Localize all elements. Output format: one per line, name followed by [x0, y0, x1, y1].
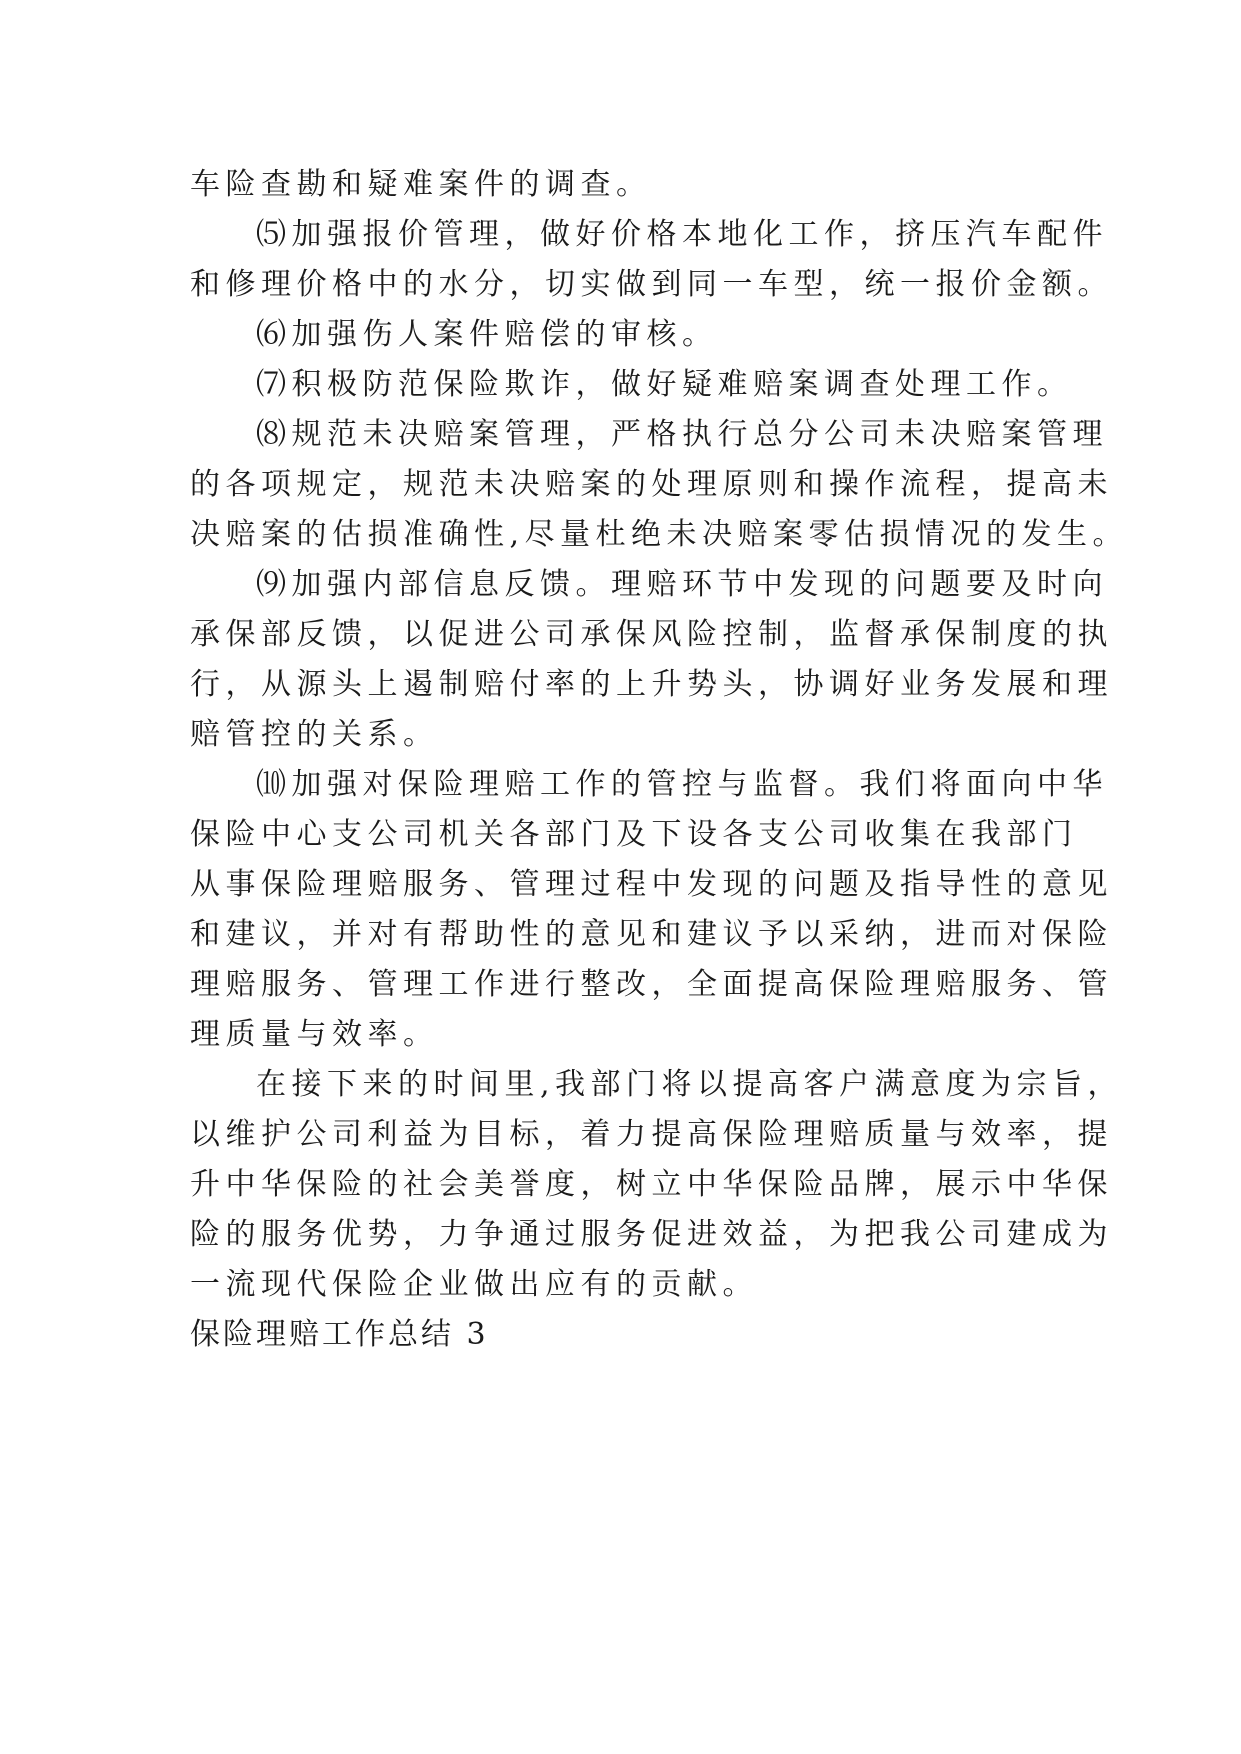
text-line: 车险查勘和疑难案件的调查。: [190, 167, 652, 202]
text-line: ⑼加强内部信息反馈。理赔环节中发现的问题要及时向: [256, 567, 1108, 602]
text-line: 的各项规定，规范未决赔案的处理原则和操作流程，提高未: [190, 467, 1113, 502]
text-line: ⑽加强对保险理赔工作的管控与监督。我们将面向中华: [256, 767, 1108, 802]
text-line: ⑻规范未决赔案管理，严格执行总分公司未决赔案管理: [256, 417, 1108, 452]
text-line: 从事保险理赔服务、管理过程中发现的问题及指导性的意见: [190, 867, 1113, 902]
text-line: 和建议，并对有帮助性的意见和建议予以采纳，进而对保险: [190, 917, 1113, 952]
text-line: 理赔服务、管理工作进行整改，全面提高保险理赔服务、管: [190, 967, 1113, 1002]
text-line: 一流现代保险企业做出应有的贡献。: [190, 1267, 758, 1302]
text-line: 赔管控的关系。: [190, 717, 439, 752]
text-line: 理质量与效率。: [190, 1017, 439, 1052]
text-line: 险的服务优势，力争通过服务促进效益，为把我公司建成为: [190, 1217, 1113, 1252]
text-line: 在接下来的时间里,我部门将以提高客户满意度为宗旨，: [256, 1067, 1124, 1102]
text-line: 承保部反馈，以促进公司承保风险控制，监督承保制度的执: [190, 617, 1113, 652]
document-body: [190, 160, 1129, 1360]
text-line: 保险中心支公司机关各部门及下设各支公司收集在我部门: [190, 817, 1078, 852]
text-line: 和修理价格中的水分，切实做到同一车型，统一报价金额。: [190, 267, 1113, 302]
text-line: ⑹加强伤人案件赔偿的审核。: [256, 317, 718, 352]
section-heading: 保险理赔工作总结 3: [190, 1317, 489, 1352]
text-line: 决赔案的估损准确性,尽量杜绝未决赔案零估损情况的发生。: [190, 517, 1129, 552]
text-line: 升中华保险的社会美誉度，树立中华保险品牌，展示中华保: [190, 1167, 1113, 1202]
text-line: 以维护公司利益为目标，着力提高保险理赔质量与效率，提: [190, 1117, 1113, 1152]
text-line: 行，从源头上遏制赔付率的上升势头，协调好业务发展和理: [190, 667, 1113, 702]
text-line: ⑺积极防范保险欺诈，做好疑难赔案调查处理工作。: [256, 367, 1073, 402]
text-line: ⑸加强报价管理，做好价格本地化工作，挤压汽车配件: [256, 217, 1108, 252]
